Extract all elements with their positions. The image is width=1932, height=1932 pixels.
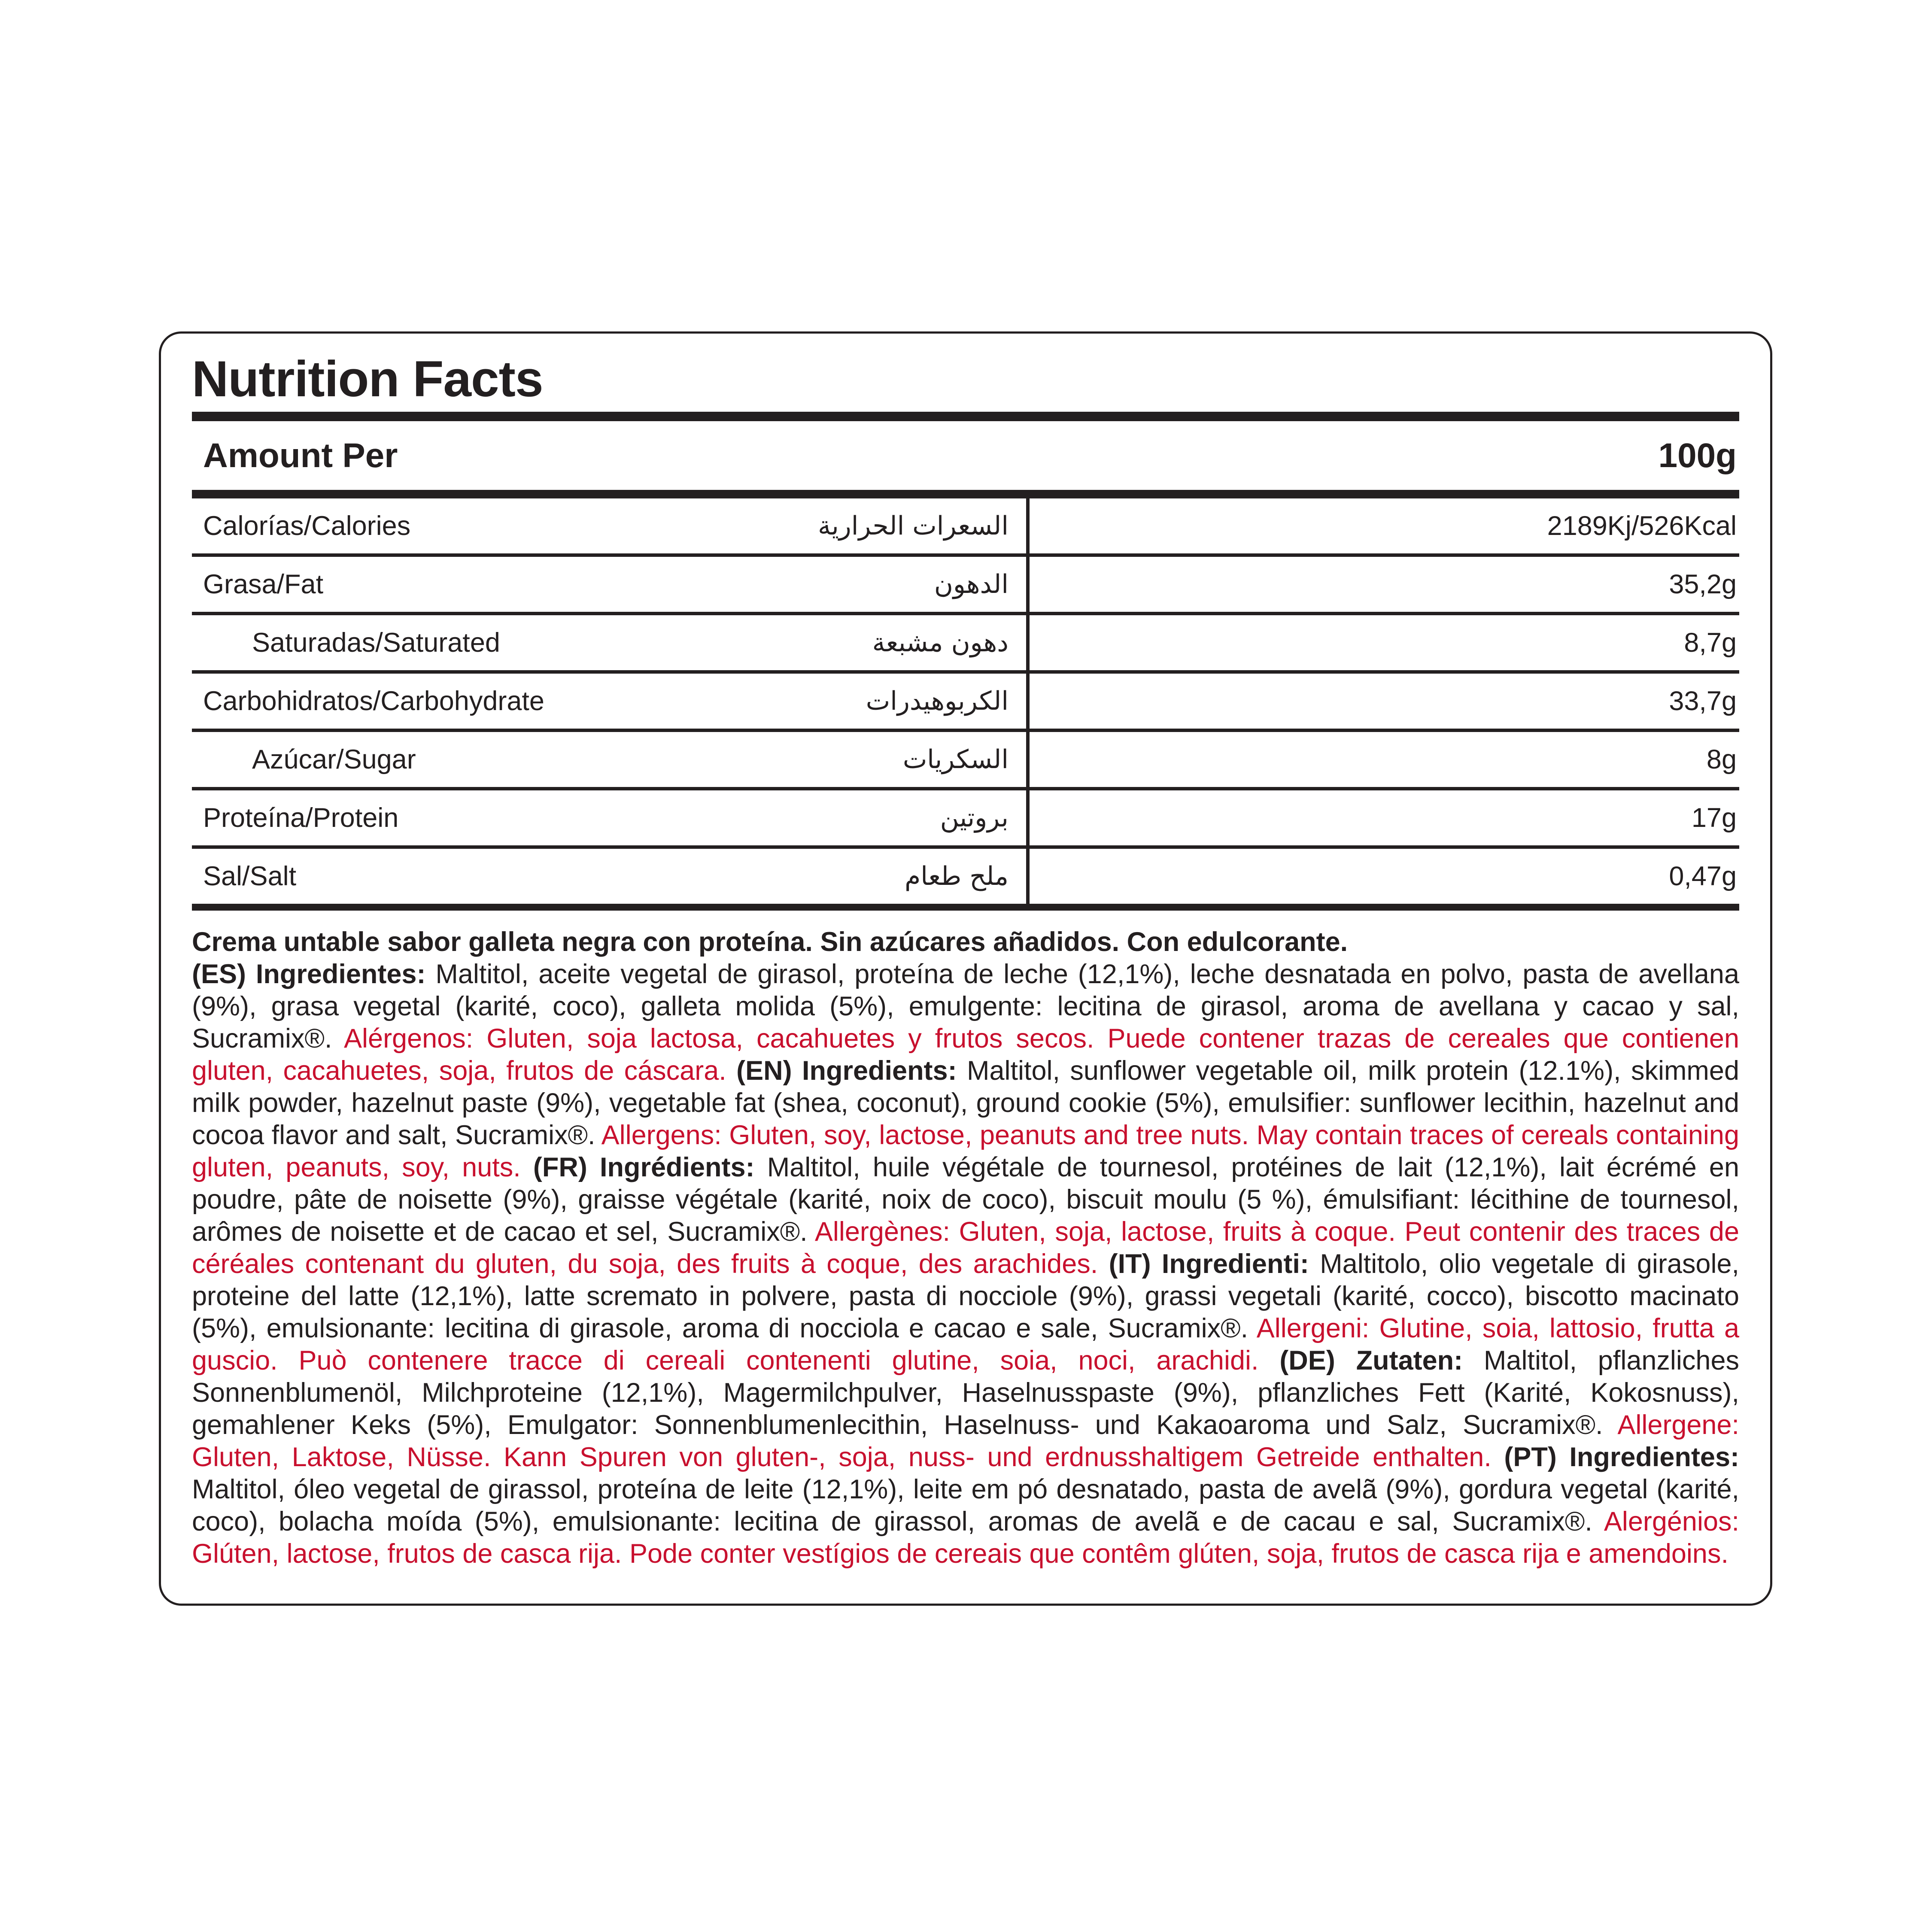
nutrient-name-arabic: الدهون (934, 569, 1009, 600)
nutrient-name-arabic: دهون مشبعة (872, 628, 1009, 658)
nutrition-table (192, 498, 1739, 911)
amount-per-header (192, 421, 1739, 490)
nutrient-value: 8,7g (1684, 628, 1737, 658)
ingredients-segment: Maltitol, sunflower vegetable oil, milk protein (12.1%), skimmed milk powder, hazelnut paste (9%), vegetable fat (shea, coconut), ground cookie (5%), emulsifier: sunflower lecithin, hazelnut and cocoa flavor and salt, Sucramix®. (192, 1056, 1739, 1151)
nutrient-name: Calorías/Calories (203, 511, 411, 541)
table-row (192, 498, 1739, 557)
ingredients-segment: Alérgenos: Gluten, soja lactosa, cacahuetes y frutos secos. Puede contener trazas de cereales que contienen gluten, cacahuetes, soja, frutos de cáscara. (192, 1024, 1739, 1086)
nutrient-value: 2189Kj/526Kcal (1547, 511, 1737, 541)
nutrient-name-arabic: ملح طعام (905, 861, 1009, 892)
nutrient-name-arabic: الكربوهيدرات (866, 686, 1009, 717)
ingredients-segment: Maltitol, óleo vegetal de girassol, proteína de leite (12,1%), leite em pó desnatado, pasta de avelã (9%), gordura vegetal (karité, coco), bolacha moída (5%), emulsionante: lecitina de girassol, aromas de avelã e de cacau e sal, Sucramix®. (192, 1474, 1739, 1537)
ingredients-segment: (IT) Ingredienti: (1109, 1249, 1320, 1279)
amount-per-label: Amount Per (203, 436, 398, 475)
table-row (192, 732, 1739, 790)
ingredients-segment: (PT) Ingredientes: (1504, 1442, 1739, 1473)
table-row (192, 557, 1739, 615)
ingredients-segment: Maltitol, pflanzliches Sonnenblumenöl, Milchproteine (12,1%), Magermilchpulver, Haselnusspaste (9%), pflanzliches Fett (Karité, Kokosnuss), gemahlener Keks (5%), Emulgator: Sonnenblumenlecithin, Haselnuss- und Kakaoaroma und Salz, Sucramix®. (192, 1346, 1739, 1440)
nutrient-name-arabic: بروتين (940, 803, 1009, 833)
table-column-divider (1026, 498, 1030, 904)
nutrient-name-arabic: السعرات الحرارية (817, 511, 1009, 541)
table-row (192, 674, 1739, 732)
ingredients-segment: (ES) Ingredientes: (192, 959, 436, 990)
table-row (192, 849, 1739, 904)
ingredients-segment: Allergens: Gluten, soy, lactose, peanuts and tree nuts. May contain traces of cereals containing gluten, peanuts, soy, nuts. (192, 1120, 1739, 1183)
nutrient-value: 33,7g (1669, 686, 1737, 717)
nutrient-value: 8g (1706, 744, 1737, 775)
nutrient-value: 0,47g (1669, 861, 1737, 892)
header-divider-bar (192, 490, 1739, 498)
ingredients-segment: Allergene: Gluten, Laktose, Nüsse. Kann Spuren von gluten-, soja, nuss- und erdnusshaltigem Getreide enthalten. (192, 1410, 1739, 1473)
product-description: Crema untable sabor galleta negra con proteína. Sin azúcares añadidos. Con edulcorante. (192, 927, 1348, 957)
nutrient-name: Saturadas/Saturated (252, 628, 500, 658)
ingredients-segment: (EN) Ingredients: (736, 1056, 967, 1086)
nutrient-name: Grasa/Fat (203, 569, 324, 600)
ingredients-segment: (DE) Zutaten: (1279, 1346, 1484, 1376)
ingredients-segment: Allergeni: Glutine, soia, lattosio, frutta a guscio. Può contenere tracce di cereali contenenti glutine, soia, noci, arachidi. (192, 1313, 1739, 1376)
ingredients-segment: Maltitolo, olio vegetale di girasole, proteine del latte (12,1%), latte scremato in polvere, pasta di nocciole (9%), grassi vegetali (karité, cocco), biscotto macinato (5%), emulsionante: lecitina di girasole, aroma di nocciola e cacao e sale, Sucramix®. (192, 1249, 1740, 1344)
serving-size-value: 100g (1658, 436, 1737, 475)
nutrient-value: 35,2g (1669, 569, 1737, 600)
ingredients-segment: (FR) Ingrédients: (533, 1152, 767, 1183)
nutrition-label-card (159, 331, 1772, 1606)
ingredients-paragraph (192, 958, 1739, 1570)
nutrient-name-arabic: السكريات (902, 744, 1009, 775)
nutrient-name: Proteína/Protein (203, 803, 399, 833)
page-title: Nutrition Facts (192, 351, 543, 407)
ingredients-segment: Alergénios: Glúten, lactose, frutos de casca rija. Pode conter vestígios de cereais que contêm glúten, soja, frutos de casca rija e amendoins. (192, 1507, 1739, 1569)
title-divider-bar (192, 412, 1739, 421)
ingredients-segment: Maltitol, aceite vegetal de girasol, proteína de leche (12,1%), leche desnatada en polvo, pasta de avellana (9%), grasa vegetal (karité, coco), galleta molida (5%), emulgente: lecitina de girasol, aroma de avellana y cacao y sal, Sucramix®. (192, 959, 1739, 1054)
ingredients-segment: Allergènes: Gluten, soja, lactose, fruits à coque. Peut contenir des traces de céréales contenant du gluten, du soja, des fruits à coque, des arachides. (192, 1217, 1739, 1279)
nutrient-value: 17g (1691, 803, 1737, 833)
table-row (192, 615, 1739, 674)
nutrient-name: Sal/Salt (203, 861, 297, 892)
nutrient-name: Carbohidratos/Carbohydrate (203, 686, 544, 717)
table-row (192, 790, 1739, 849)
ingredients-segment: Maltitol, huile végétale de tournesol, protéines de lait (12,1%), lait écrémé en poudre, pâte de noisette (9%), graisse végétale (karité, noix de coco), biscuit moulu (5 %), émulsifiant: lécithine de tournesol, arômes de noisette et de cacao et sel, Sucramix®. (192, 1152, 1740, 1247)
nutrient-name: Azúcar/Sugar (252, 744, 416, 775)
